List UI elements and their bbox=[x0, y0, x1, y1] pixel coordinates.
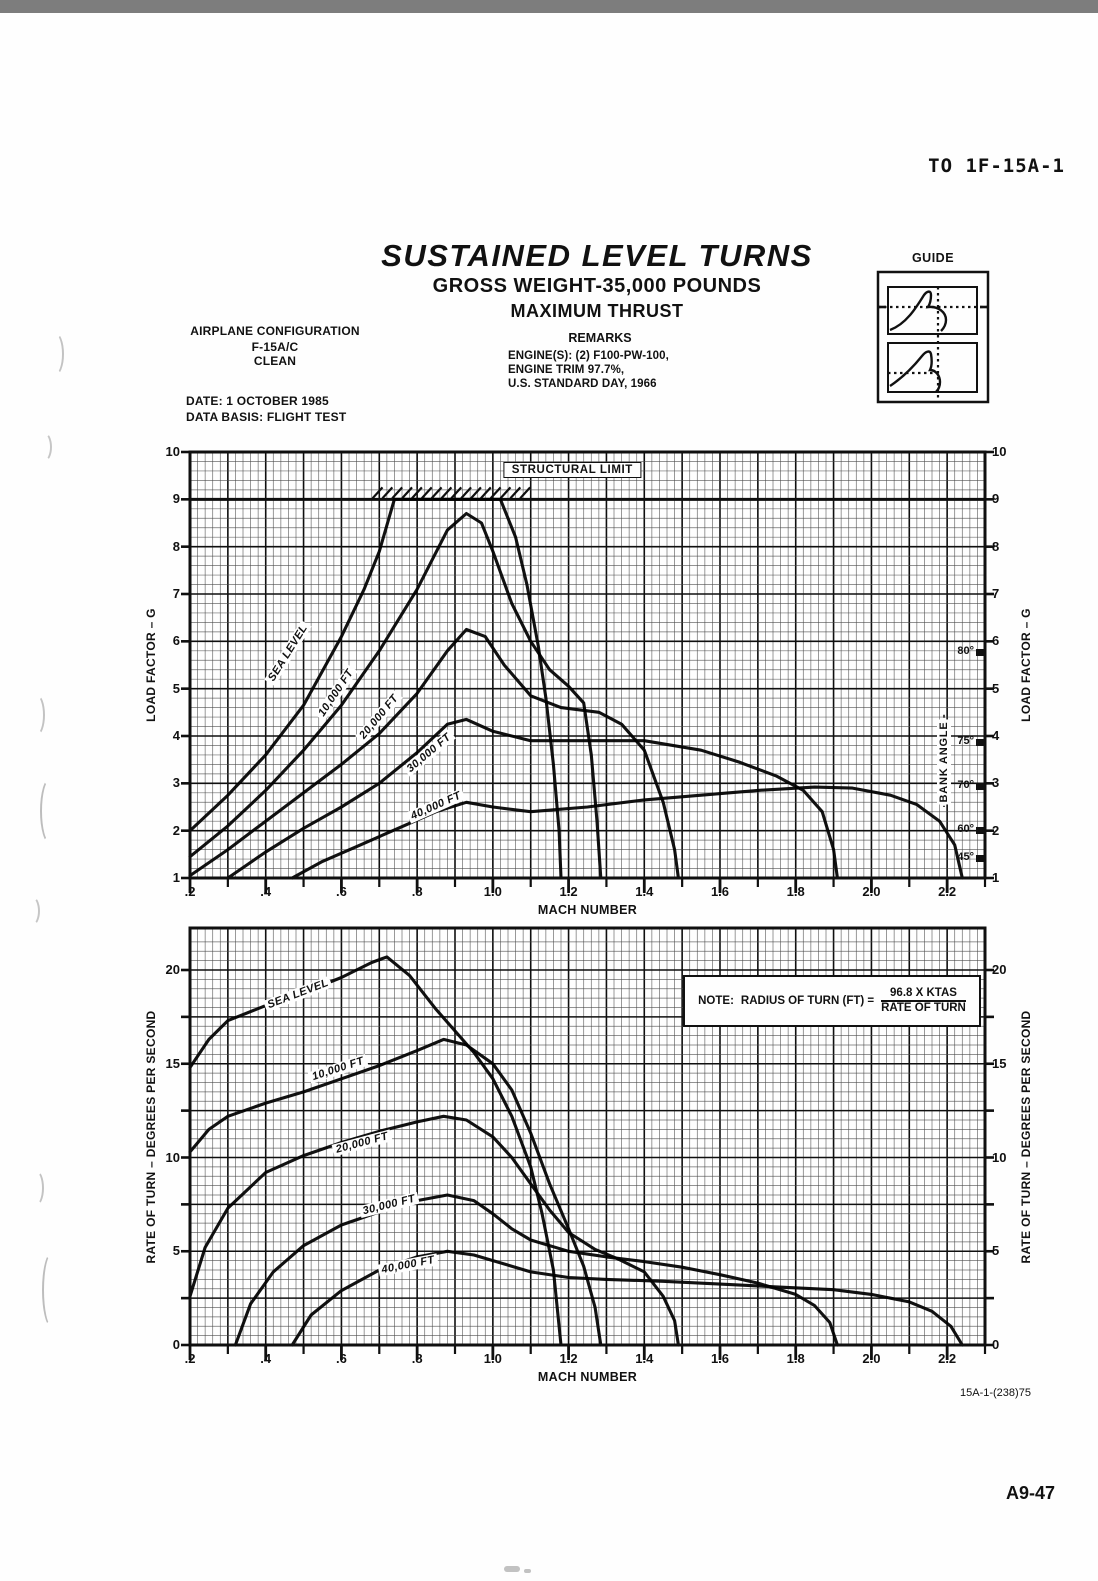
curve-label-40-000-ft: 40,000 FT bbox=[377, 1254, 438, 1277]
x-tick-label: .2 bbox=[184, 1351, 196, 1366]
curve-label-30-000-ft: 30,000 FT bbox=[358, 1192, 419, 1218]
y-tick-label: 15 bbox=[992, 1055, 1007, 1071]
binder-mark bbox=[46, 332, 64, 376]
bank-angle-value: 70° bbox=[957, 779, 974, 792]
y-tick-label: 10 bbox=[165, 444, 180, 459]
scan-smudge bbox=[504, 1566, 520, 1572]
y-axis-title-right: LOAD FACTOR – G bbox=[1019, 608, 1033, 722]
bank-angle-marker bbox=[976, 783, 984, 790]
y-tick-label: 9 bbox=[992, 491, 1000, 507]
curve-label-30-000-ft: 30,000 FT bbox=[402, 729, 455, 777]
config-heading: AIRPLANE CONFIGURATION bbox=[190, 324, 360, 338]
y-axis-title-left: RATE OF TURN – DEGREES PER SECOND bbox=[144, 1009, 158, 1264]
y-tick-label: 1 bbox=[992, 870, 1000, 885]
binder-mark bbox=[40, 778, 60, 844]
y-axis-title-left: LOAD FACTOR – G bbox=[144, 608, 158, 722]
note-text: RADIUS OF TURN (FT) = bbox=[740, 995, 875, 1007]
x-tick-label: .2 bbox=[184, 884, 196, 899]
x-tick-label: 2.0 bbox=[862, 1351, 881, 1366]
y-tick-label: 4 bbox=[992, 728, 1000, 743]
config-loadout: CLEAN bbox=[253, 354, 297, 368]
y-tick-label: 10 bbox=[992, 1149, 1007, 1165]
note-numerator: 96.8 X KTAS bbox=[881, 987, 966, 1002]
x-tick-label: .8 bbox=[411, 884, 423, 899]
data-basis-label: DATA BASIS: bbox=[186, 410, 267, 424]
x-tick-label: 1.8 bbox=[786, 1351, 805, 1366]
x-tick-label: .8 bbox=[411, 1351, 423, 1366]
x-tick-label: 1.8 bbox=[786, 884, 805, 899]
remark-line: ENGINE(S): (2) F100-PW-100, bbox=[508, 350, 669, 362]
bank-angle-value: 60° bbox=[957, 822, 974, 835]
curve-label-10-000-ft: 10,000 FT bbox=[314, 665, 357, 721]
remark-line: ENGINE TRIM 97.7%, bbox=[508, 364, 625, 376]
y-tick-label: 3 bbox=[992, 775, 1000, 791]
y-tick-label: 20 bbox=[165, 962, 180, 977]
y-tick-label: 7 bbox=[172, 586, 180, 601]
x-tick-label: 2.2 bbox=[938, 1351, 957, 1366]
x-axis-title: MACH NUMBER bbox=[537, 903, 638, 917]
y-tick-label: 3 bbox=[172, 775, 180, 791]
y-tick-label: 9 bbox=[172, 491, 180, 507]
scan-smudge bbox=[524, 1569, 531, 1573]
bank-angle-marker bbox=[976, 827, 984, 834]
bank-angle-value: 45° bbox=[957, 850, 974, 863]
binder-mark bbox=[24, 896, 40, 926]
binder-mark bbox=[42, 1252, 62, 1328]
x-tick-label: 2.0 bbox=[862, 884, 881, 899]
x-tick-label: .4 bbox=[260, 884, 272, 899]
y-axis-title-right: RATE OF TURN – DEGREES PER SECOND bbox=[1019, 1009, 1033, 1264]
bank-angle-title: BANK ANGLE bbox=[938, 721, 950, 803]
x-tick-label: 1.6 bbox=[710, 1351, 730, 1366]
y-tick-label: 5 bbox=[172, 680, 180, 696]
x-tick-label: .6 bbox=[336, 1351, 347, 1366]
x-tick-label: 1.2 bbox=[559, 1351, 578, 1366]
y-tick-label: 5 bbox=[172, 1243, 180, 1259]
curve-label-40-000-ft: 40,000 FT bbox=[406, 788, 465, 823]
y-tick-label: 10 bbox=[165, 1149, 180, 1165]
bank-angle-value: 75° bbox=[957, 734, 974, 747]
x-tick-label: 2.2 bbox=[938, 884, 957, 899]
x-axis-title: MACH NUMBER bbox=[537, 1370, 638, 1384]
page-title: SUSTAINED LEVEL TURNS bbox=[381, 238, 813, 273]
x-tick-label: 1.4 bbox=[635, 884, 654, 899]
y-tick-label: 15 bbox=[165, 1055, 180, 1071]
date-line: DATE: 1 OCTOBER 1985 bbox=[186, 394, 329, 408]
plate-code: 15A-1-(238)75 bbox=[960, 1387, 1031, 1399]
curve-label-sea-level: SEA LEVEL bbox=[265, 620, 312, 686]
y-tick-label: 8 bbox=[992, 538, 1000, 554]
y-tick-label: 8 bbox=[172, 538, 180, 554]
binder-mark bbox=[28, 694, 45, 736]
bank-angle-marker bbox=[976, 739, 984, 746]
subtitle-gross-weight: GROSS WEIGHT-35,000 POUNDS bbox=[432, 275, 762, 297]
doc-number: TO 1F-15A-1 bbox=[928, 155, 1065, 177]
figure-caption bbox=[0, 0, 549, 18]
bank-angle-marker bbox=[976, 855, 984, 862]
y-tick-label: 2 bbox=[172, 822, 180, 838]
x-tick-label: 1.0 bbox=[483, 1351, 502, 1366]
binder-mark bbox=[36, 432, 52, 462]
note-fraction bbox=[881, 987, 966, 1015]
x-tick-label: 1.0 bbox=[483, 884, 502, 899]
y-tick-label: 6 bbox=[172, 633, 180, 649]
y-tick-label: 1 bbox=[172, 870, 180, 885]
bank-angle-marker bbox=[976, 649, 984, 656]
x-tick-label: 1.2 bbox=[559, 884, 578, 899]
x-tick-label: .4 bbox=[260, 1351, 272, 1366]
note-label: NOTE: bbox=[698, 995, 734, 1007]
structural-limit-label: STRUCTURAL LIMIT bbox=[504, 462, 641, 478]
y-tick-label: 0 bbox=[992, 1337, 1000, 1352]
subtitle-thrust: MAXIMUM THRUST bbox=[510, 301, 684, 321]
y-tick-label: 20 bbox=[992, 962, 1007, 977]
curve-label-10-000-ft: 10,000 FT bbox=[307, 1054, 368, 1084]
curve-label-20-000-ft: 20,000 FT bbox=[332, 1130, 393, 1157]
y-tick-label: 10 bbox=[992, 444, 1007, 459]
y-tick-label: 5 bbox=[992, 1243, 1000, 1259]
remark-line: U.S. STANDARD DAY, 1966 bbox=[508, 378, 657, 390]
y-tick-label: 0 bbox=[172, 1337, 180, 1352]
config-model: F-15A/C bbox=[251, 340, 299, 354]
y-tick-label: 7 bbox=[992, 586, 1000, 601]
curve-label-20-000-ft: 20,000 FT bbox=[355, 690, 403, 743]
curve-label-sea-level: SEA LEVEL bbox=[263, 976, 333, 1012]
y-tick-label: 5 bbox=[992, 680, 1000, 696]
bank-angle-value: 80° bbox=[957, 644, 974, 657]
x-tick-label: 1.4 bbox=[635, 1351, 654, 1366]
note-denominator: RATE OF TURN bbox=[881, 1002, 966, 1014]
data-basis-value: FLIGHT TEST bbox=[266, 410, 347, 424]
page-number: A9-47 bbox=[1005, 1483, 1055, 1503]
y-tick-label: 4 bbox=[172, 728, 180, 743]
binder-mark bbox=[28, 1170, 44, 1206]
guide-label: GUIDE bbox=[911, 251, 955, 265]
x-tick-label: .6 bbox=[336, 884, 347, 899]
y-tick-label: 6 bbox=[992, 633, 1000, 649]
remarks-heading: REMARKS bbox=[568, 331, 632, 345]
radius-of-turn-note bbox=[683, 975, 981, 1027]
y-tick-label: 2 bbox=[992, 822, 1000, 838]
x-tick-label: 1.6 bbox=[710, 884, 730, 899]
